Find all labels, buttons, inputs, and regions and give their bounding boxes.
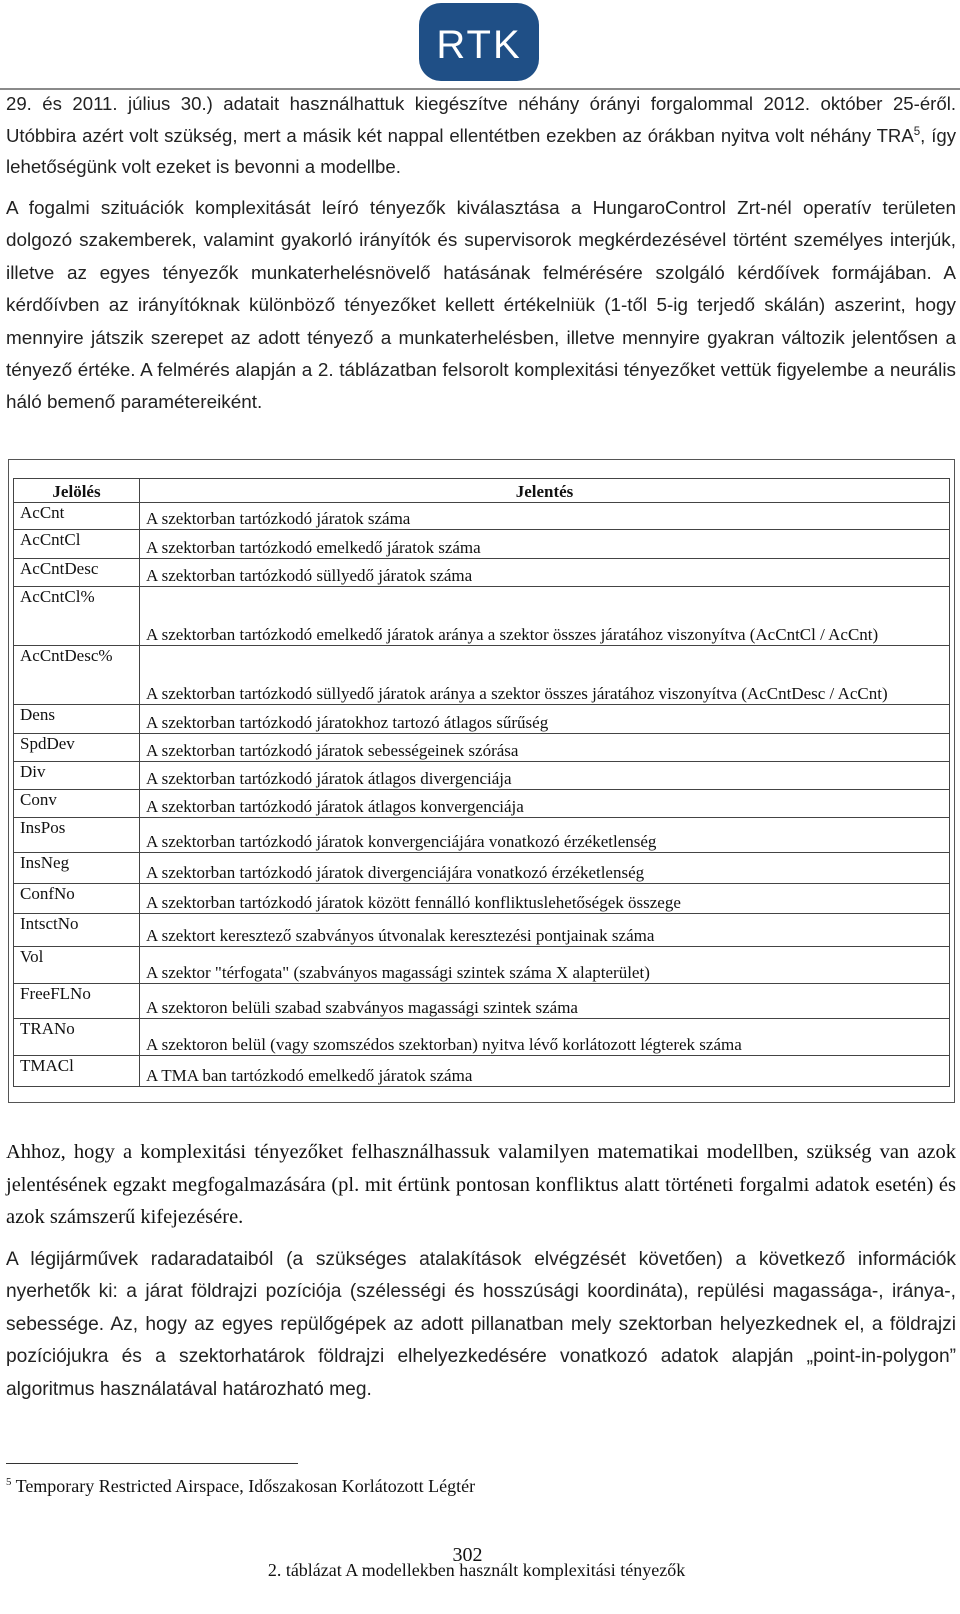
cell-meaning: A szektor "térfogata" (szabványos magassági szintek száma X alapterület): [140, 947, 950, 984]
table-row: [14, 587, 950, 646]
table-body: [14, 503, 950, 1087]
cell-symbol: Dens: [14, 705, 140, 734]
cell-meaning: A szektoron belüli szabad szabványos magassági szintek száma: [140, 984, 950, 1019]
table-row: [14, 503, 950, 530]
paragraph-1: [6, 88, 956, 183]
cell-symbol: ConfNo: [14, 884, 140, 914]
table-row: [14, 1019, 950, 1056]
paragraph-3: Ahhoz, hogy a komplexitási tényezőket felhasználhassuk valamilyen matematikai modellben, szükség van azok jelentésének egzakt megfogalmazására (pl. mit értünk pontosan konfliktus alatt történeti forgalmi adatok esetén) és azok számszerű kifejezésére.: [6, 1141, 956, 1228]
cell-meaning: A szektorban tartózkodó járatok átlagos konvergenciája: [140, 790, 950, 818]
cell-meaning: A szektorban tartózkodó süllyedő járatok száma: [140, 559, 950, 587]
cell-meaning: A szektoron belül (vagy szomszédos szektorban) nyitva lévő korlátozott légterek száma: [140, 1019, 950, 1056]
table-row: [14, 530, 950, 559]
table-row: [14, 762, 950, 790]
paragraph-1-text-a: 29. és 2011. július 30.) adatait használhattuk kiegészítve néhány órányi forgalommal 2012. október 25-éről. Utóbbira azért volt szükség, mert a másik két nappal ellentétben ezekben az órákban nyitva volt néhány TRA: [6, 93, 956, 146]
table-row: [14, 853, 950, 884]
cell-symbol: TRANo: [14, 1019, 140, 1056]
table-row: [14, 1056, 950, 1087]
footnote-text: Temporary Restricted Airspace, Időszakosan Korlátozott Légtér: [11, 1476, 476, 1496]
table-row: [14, 884, 950, 914]
table-row: [14, 559, 950, 587]
cell-symbol: AcCntDesc%: [14, 646, 140, 705]
cell-symbol: AcCntDesc: [14, 559, 140, 587]
cell-symbol: AcCnt: [14, 503, 140, 530]
cell-symbol: TMACl: [14, 1056, 140, 1087]
cell-symbol: InsPos: [14, 818, 140, 853]
header-meaning: Jelentés: [140, 479, 950, 503]
cell-meaning: A TMA ban tartózkodó emelkedő járatok száma: [140, 1056, 950, 1087]
page-number: 302: [452, 1544, 483, 1566]
table-header-row: [14, 479, 950, 503]
cell-meaning: A szektorban tartózkodó süllyedő járatok aránya a szektor összes járatához viszonyítva (AcCntDesc / AcCnt): [140, 646, 950, 705]
table-row: [14, 914, 950, 947]
footnote-ref[interactable]: 5: [913, 125, 921, 138]
table-caption: 2. táblázat A modellekben használt komplexitási tényezők: [267, 1560, 686, 1580]
cell-meaning: A szektorban tartózkodó járatok sebességeinek szórása: [140, 734, 950, 762]
table-row: [14, 984, 950, 1019]
table-row: [14, 705, 950, 734]
cell-meaning: A szektorban tartózkodó emelkedő járatok aránya a szektor összes járatához viszonyítva (AcCntCl / AcCnt): [140, 587, 950, 646]
cell-meaning: A szektorban tartózkodó járatok száma: [140, 503, 950, 530]
cell-symbol: AcCntCl%: [14, 587, 140, 646]
cell-symbol: Vol: [14, 947, 140, 984]
footnote: [6, 1476, 475, 1497]
header-symbol: Jelölés: [14, 479, 140, 503]
cell-symbol: IntsctNo: [14, 914, 140, 947]
logo-text: RTK: [436, 23, 522, 67]
cell-symbol: SpdDev: [14, 734, 140, 762]
paragraph-1-text-b: , így lehetőségünk volt ezeket is bevonni a modellbe.: [6, 124, 956, 177]
cell-symbol: FreeFLNo: [14, 984, 140, 1019]
cell-meaning: A szektorban tartózkodó járatokhoz tartozó átlagos sűrűség: [140, 705, 950, 734]
cell-symbol: AcCntCl: [14, 530, 140, 559]
table-row: [14, 947, 950, 984]
table-row: [14, 818, 950, 853]
rtk-logo: [418, 2, 540, 82]
cell-symbol: Conv: [14, 790, 140, 818]
cell-meaning: A szektorban tartózkodó járatok között fennálló konfliktuslehetőségek összege: [140, 884, 950, 914]
cell-meaning: A szektorban tartózkodó járatok konvergenciájára vonatkozó érzéketlenség: [140, 818, 950, 853]
cell-meaning: A szektorban tartózkodó járatok átlagos divergenciája: [140, 762, 950, 790]
footnote-rule: [6, 1463, 298, 1464]
table-row: [14, 734, 950, 762]
footnote-marker: 5: [6, 1476, 12, 1488]
cell-symbol: Div: [14, 762, 140, 790]
cell-meaning: A szektort keresztező szabványos útvonalak keresztezési pontjainak száma: [140, 914, 950, 947]
paragraph-2: A fogalmi szituációk komplexitását leíró tényezők kiválasztása a HungaroControl Zrt-nél operatív területen dolgozó szakemberek, valamint gyakorló irányítók és supervisorok megkérdezésével történt személyes interjúk, illetve az egyes tényezők munkaterhelésnövelő hatásának felmérésére szolgáló kérdőívek formájában. A kérdőívben az irányítóknak különböző tényezőket kellett értékelniük (1-től 5-ig terjedő skálán) aszerint, hogy mennyire játszik szerepet az adott tényező a munkaterhelésben, illetve mennyire gyakran változik jelentősen a tényező értéke. A felmérés alapján a 2. táblázatban felsorolt komplexitási tényezőket vettük figyelembe a neurális háló bemenő paramétereiként.: [6, 198, 956, 414]
cell-meaning: A szektorban tartózkodó emelkedő járatok száma: [140, 530, 950, 559]
cell-symbol: InsNeg: [14, 853, 140, 884]
cell-meaning: A szektorban tartózkodó járatok divergenciájára vonatkozó érzéketlenség: [140, 853, 950, 884]
table-row: [14, 646, 950, 705]
paragraph-4: A légijárművek radaradataiból (a szükséges atalakítások elvégzését követően) a következő információk nyerhetők ki: a járat földrajzi pozíciója (szélességi és hosszúsági koordináta), repülési magassága-, iránya-, sebessége. Az, hogy az egyes repülőgépek az adott pillanatban mely szektorban helyezkednek el, a földrajzi pozíciójukra és a szektorhatárok földrajzi elhelyezkedésére vonatkozó adatok alapján „point-in-polygon” algoritmus használatával határozható meg.: [6, 1249, 956, 1400]
complexity-table: [13, 478, 950, 1087]
table-row: [14, 790, 950, 818]
